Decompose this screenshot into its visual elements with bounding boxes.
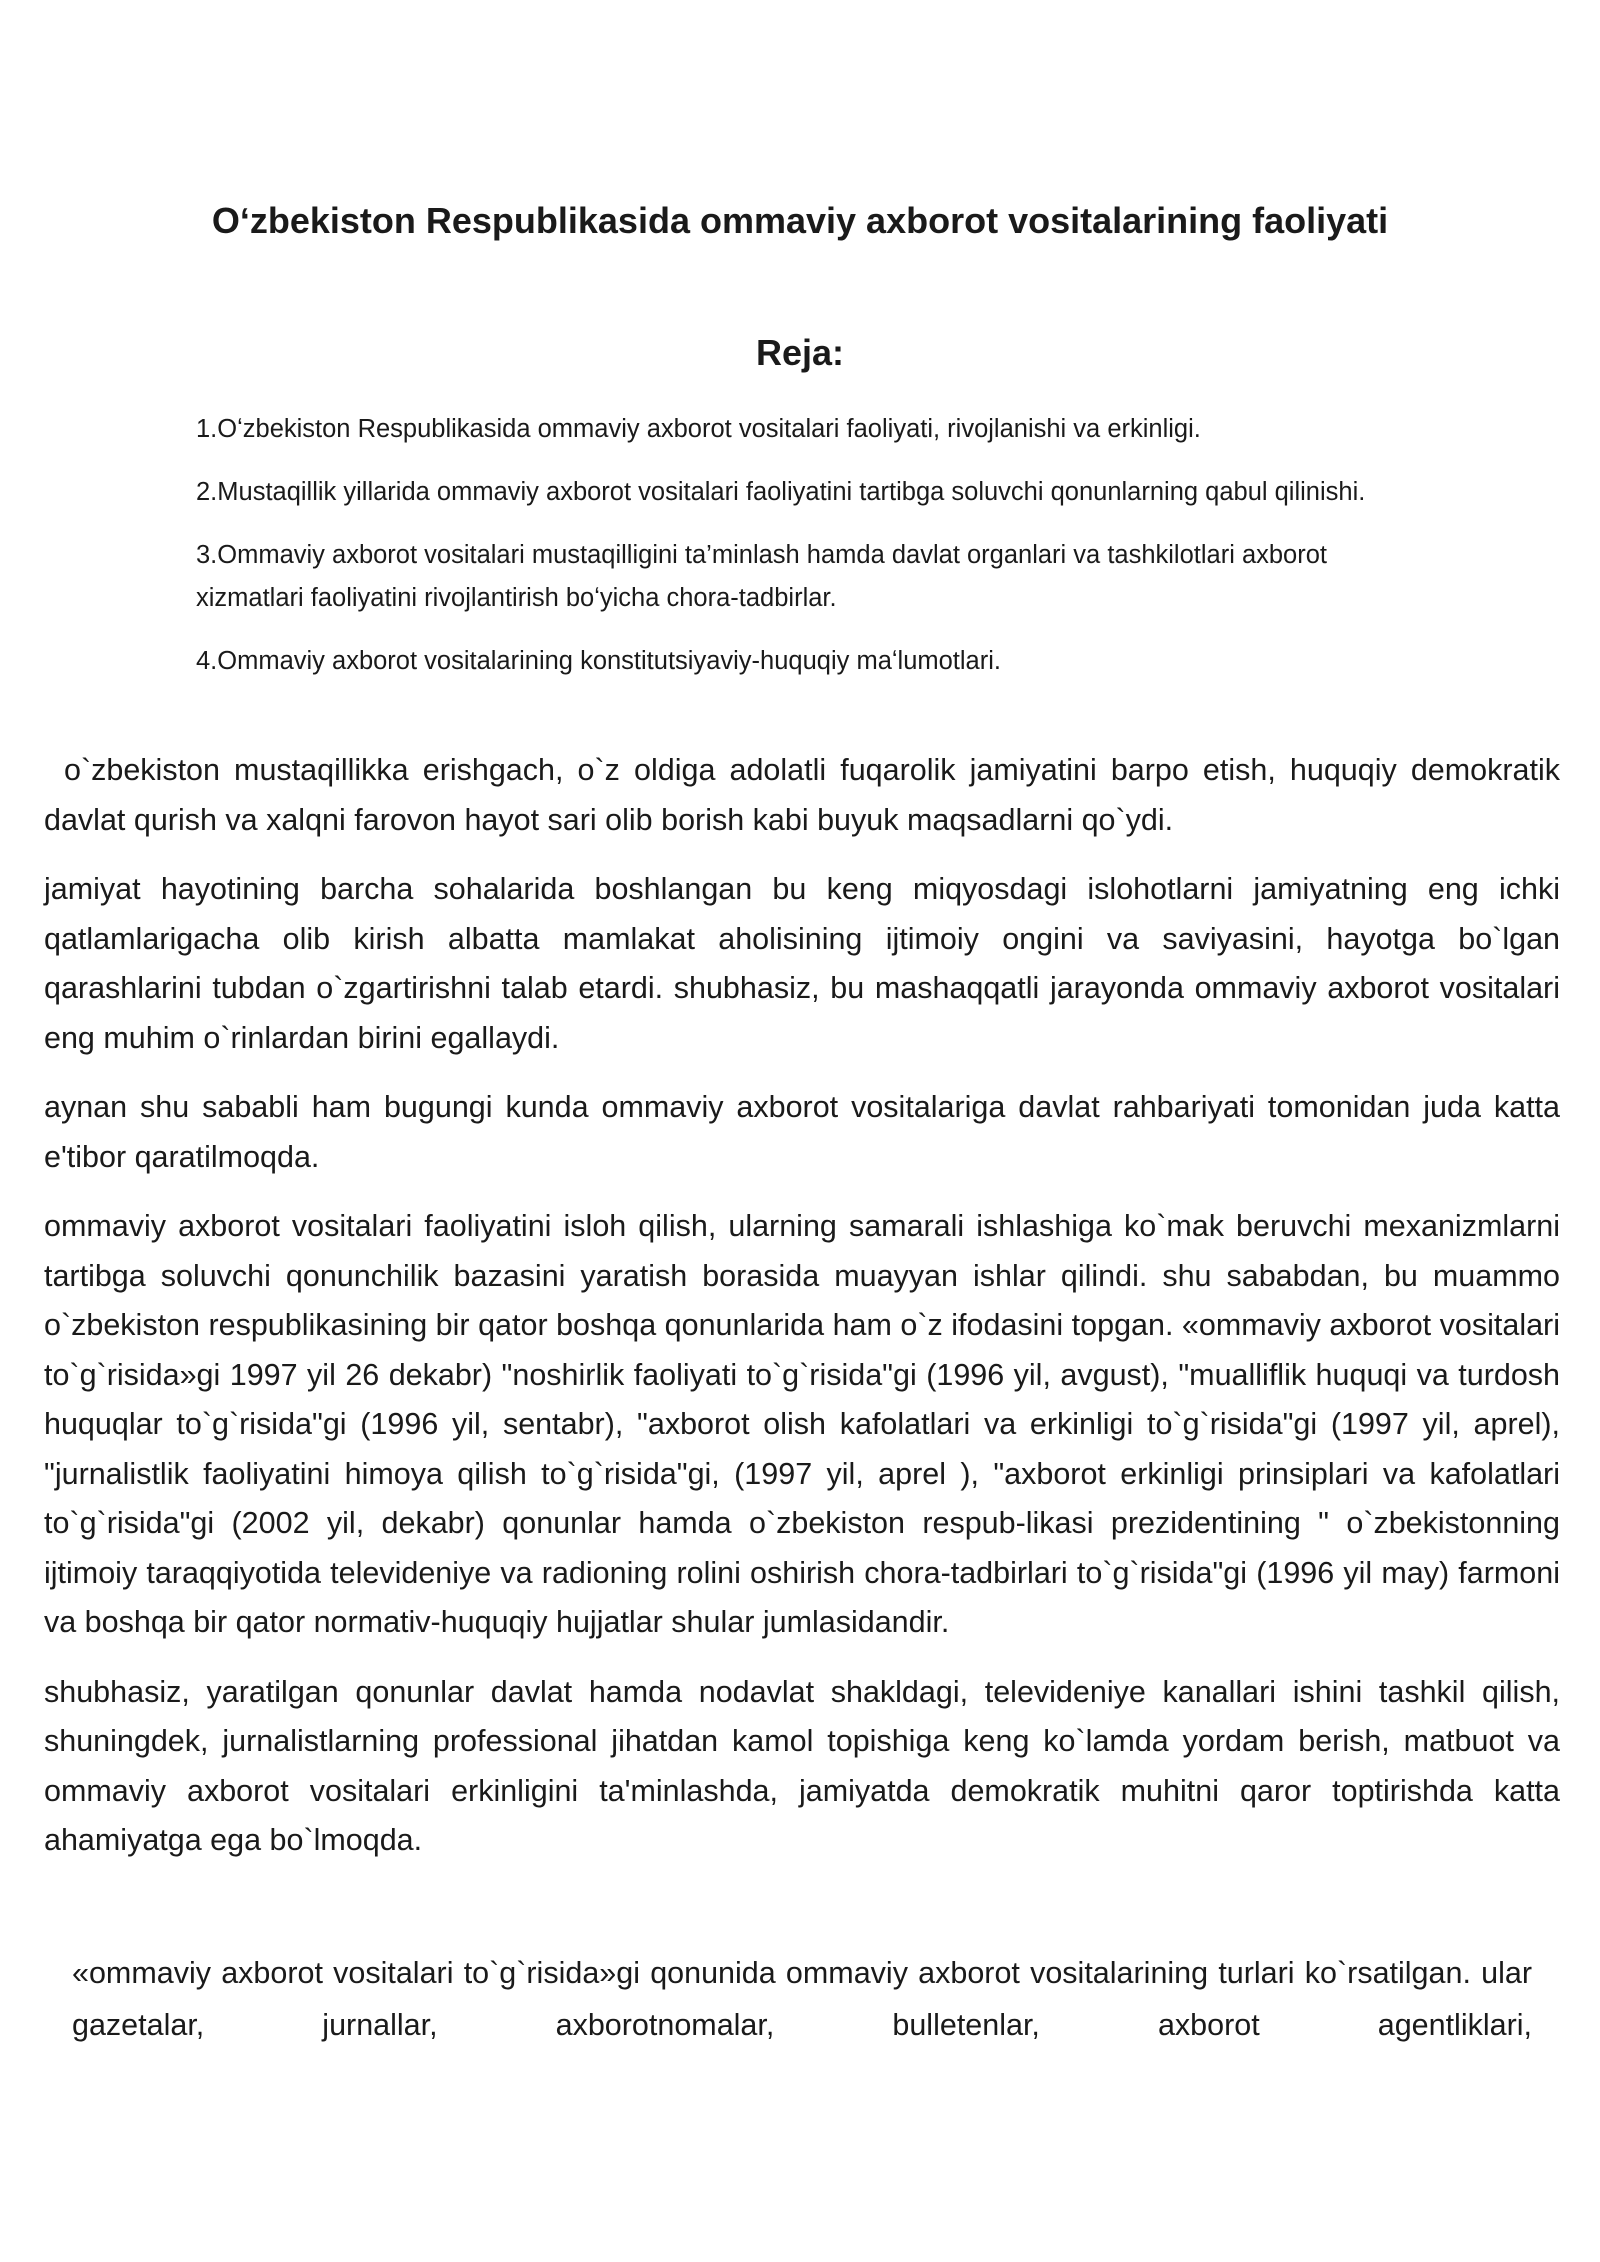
paragraph-1: o`zbekiston mustaqillikka erishgach, o`z oldiga adolatli fuqarolik jamiyatini barpo etish, huquqiy demokratik davlat qurish va xalqni farovon hayot sari olib borish kabi buyuk maqsadlarni qo`ydi. — [44, 753, 1560, 837]
paragraph-3: aynan shu sababli ham bugungi kunda ommaviy axborot vositalariga davlat rahbariyati tomonidan juda katta e'tibor qaratilmoqda. — [44, 1090, 1560, 1174]
plan-item-4: 4.Ommaviy axborot vositalarining konstitutsiyaviy-huquqiy maʻlumotlari. — [196, 647, 1001, 675]
plan-list — [196, 408, 1416, 703]
paragraph-2: jamiyat hayotining barcha sohalarida boshlangan bu keng miqyosdagi islohotlarni jamiyatning eng ichki qatlamlarigacha olib kirish albatta mamlakat aholisining ijtimoiy ongini va saviyasini, hayotga bo`lgan qarashlarini tubdan o`zgartirishni talab etardi. shubhasiz, bu mashaqqatli jarayonda ommaviy axborot vositalari eng muhim o`rinlardan birini egallaydi. — [44, 872, 1560, 1055]
paragraph-4: ommaviy axborot vositalari faoliyatini isloh qilish, ularning samarali ishlashiga ko`mak beruvchi mexanizmlarni tartibga soluvchi qonunchilik bazasini yaratish borasida muayyan ishlar qilindi. shu sababdan, bu muammo o`zbekiston respublikasining bir qator boshqa qonunlarida ham o`z ifodasini topgan. «ommaviy axborot vositalari to`g`risida»gi 1997 yil 26 dekabr) "noshirlik faoliyati to`g`risida"gi (1996 yil, avgust), "mualliflik huquqi va turdosh huquqlar to`g`risida"gi (1996 yil, sentabr), "axborot olish kafolatlari va erkinligi to`g`risida"gi (1997 yil, aprel), "jurnalistlik faoliyatini himoya qilish to`g`risida"gi, (1997 yil, aprel ), "axborot erkinligi prinsiplari va kafolatlari to`g`risida"gi (2002 yil, dekabr) qonunlar hamda o`zbekiston respub-likasi prezidentining " o`zbekistonning ijtimoiy taraqqiyotida televideniye va radioning rolini oshirish chora-tadbirlari to`g`risida"gi (1996 yil may) farmoni va boshqa bir qator normativ-huquqiy hujjatlar shular jumlasidandir. — [44, 1209, 1560, 1639]
plan-item-2: 2.Mustaqillik yillarida ommaviy axborot vositalari faoliyatini tartibga soluvchi qonunlarning qabul qilinishi. — [196, 478, 1366, 506]
paragraph-5: shubhasiz, yaratilgan qonunlar davlat hamda nodavlat shakldagi, televideniye kanallari ishini tashkil qilish, shuningdek, jurnalistlarning professional jihatdan kamol topishiga keng ko`lamda yordam berish, matbuot va ommaviy axborot vositalari erkinligini ta'minlashda, jamiyatda demokratik muhitni qaror toptirishda katta ahamiyatga ega bo`lmoqda. — [44, 1674, 1560, 1857]
paragraph-6: «ommaviy axborot vositalari to`g`risida»gi qonunida ommaviy axborot vositalarining turlari ko`rsatilgan. ular gazetalar, jurnallar, axborotnomalar, bulletenlar, axborot agentliklari, — [72, 1956, 1532, 2042]
body-text — [44, 746, 1560, 1886]
plan-item-1: 1.Oʻzbekiston Respublikasida ommaviy axborot vositalari faoliyati, rivojlanishi va erkinligi. — [196, 415, 1201, 443]
plan-heading: Reja: — [755, 332, 845, 373]
document-title: Oʻzbekiston Respublikasida ommaviy axborot vositalarining faoliyati — [211, 200, 1389, 241]
plan-item-3: 3.Ommaviy axborot vositalari mustaqilligini ta’minlash hamda davlat organlari va tashkilotlari axborot xizmatlari faoliyatini rivojlantirish boʻyicha chora-tadbirlar. — [196, 541, 1328, 612]
